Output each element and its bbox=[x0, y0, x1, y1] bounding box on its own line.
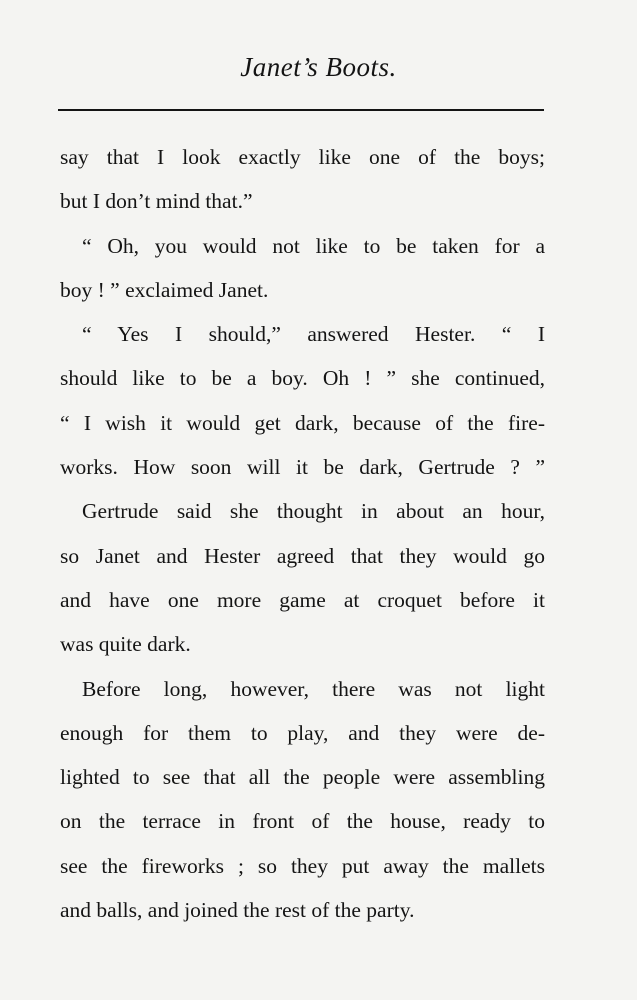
text-line: works. How soon will it be dark, Gertrude ? ” bbox=[60, 455, 545, 480]
text-line: Before long, however, there was not light bbox=[82, 676, 545, 701]
text-line: but I don’t mind that.” bbox=[60, 189, 253, 214]
text-line: “ I wish it would get dark, because of the fire- bbox=[60, 410, 545, 435]
text-line: so Janet and Hester agreed that they would go bbox=[60, 543, 545, 568]
text-line: see the fireworks ; so they put away the mallets bbox=[60, 853, 545, 878]
text-line: on the terrace in front of the house, ready to bbox=[60, 809, 545, 834]
text-line: enough for them to play, and they were de- bbox=[60, 720, 545, 745]
text-line: lighted to see that all the people were assembling bbox=[60, 765, 545, 790]
header-rule bbox=[58, 109, 544, 111]
body-text bbox=[60, 135, 545, 932]
text-line: boy ! ” exclaimed Janet. bbox=[60, 277, 269, 302]
text-line: say that I look exactly like one of the boys; bbox=[60, 145, 545, 169]
running-title: Janet’s Boots. bbox=[240, 52, 397, 82]
text-line: and have one more game at croquet before it bbox=[60, 587, 545, 612]
text-line: should like to be a boy. Oh ! ” she continued, bbox=[60, 366, 545, 391]
text-line: Gertrude said she thought in about an hour, bbox=[82, 499, 545, 524]
text-line: was quite dark. bbox=[60, 632, 191, 657]
text-line: and balls, and joined the rest of the party. bbox=[60, 898, 415, 923]
text-line: “ Yes I should,” answered Hester. “ I bbox=[82, 322, 545, 347]
text-line: “ Oh, you would not like to be taken for a bbox=[82, 233, 545, 258]
